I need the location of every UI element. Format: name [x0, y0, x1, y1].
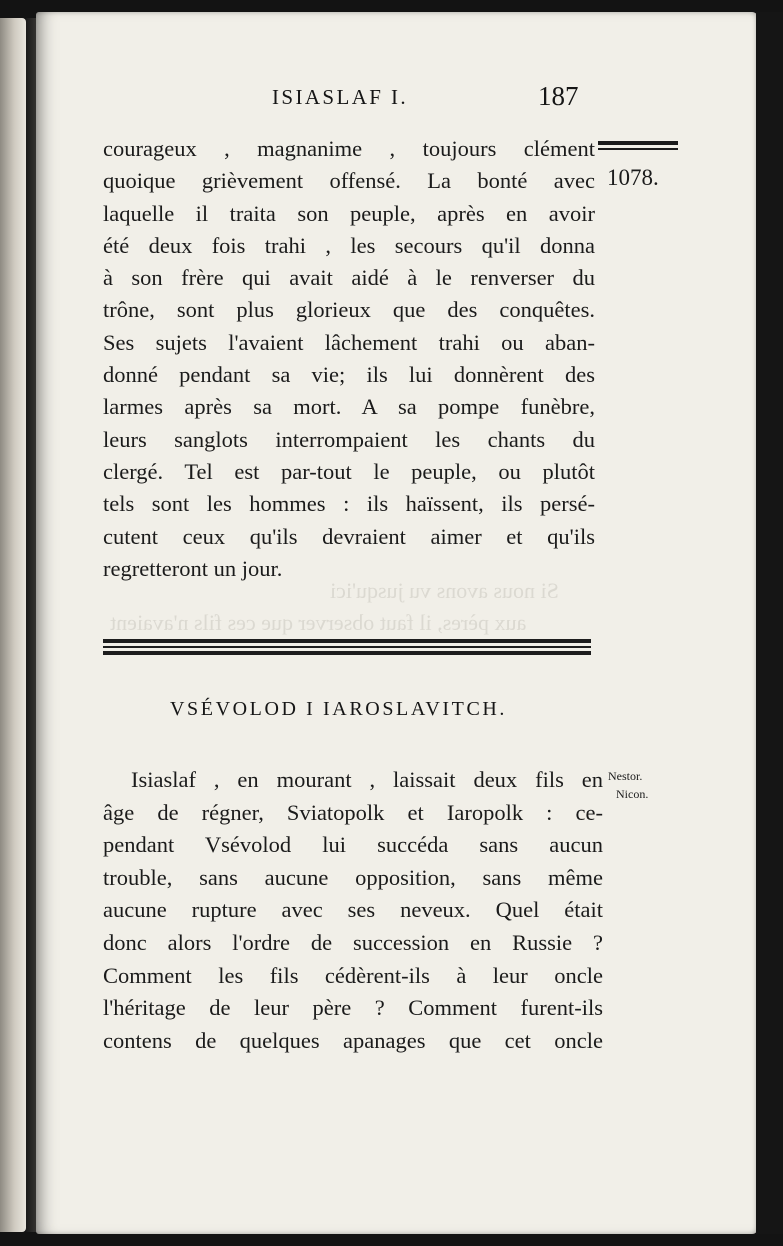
text-line: l'héritage de leur père ? Comment furent-ils: [103, 995, 603, 1021]
text-line: larmes après sa mort. A sa pompe funèbre,: [103, 394, 595, 420]
text-line: pendant Vsévolod lui succéda sans aucun: [103, 832, 603, 858]
text-line: courageux , magnanime , toujours clément: [103, 136, 595, 161]
section-paragraph: [103, 764, 603, 1057]
text-line: leurs sanglots interrompaient les chants du: [103, 426, 595, 452]
show-through-text: aux pères, il faut observer que ces fils n'avaient: [110, 610, 527, 635]
text-line: donc alors l'ordre de succession en Russie ?: [103, 929, 603, 955]
margin-source-note: Nicon.: [616, 787, 649, 801]
running-head: ISIASLAF I.: [272, 85, 409, 109]
text-line: Isiaslaf , en mourant , laissait deux fils en: [131, 767, 603, 792]
margin-rule: [598, 141, 678, 153]
text-line: cutent ceux qu'ils devraient aimer et qu'ils: [103, 523, 595, 549]
text-line: à son frère qui avait aidé à le renverser du: [103, 265, 595, 291]
text-line: quoique grièvement offensé. La bonté avec: [103, 168, 595, 194]
text-line: Comment les fils cédèrent-ils à leur oncle: [103, 962, 603, 988]
text-line: laquelle il traita son peuple, après en avoir: [103, 200, 595, 226]
section-divider-rule: [103, 639, 591, 656]
text-line: âge de régner, Sviatopolk et Iaropolk : ce-: [103, 799, 603, 825]
text-line: clergé. Tel est par-tout le peuple, ou plutôt: [103, 458, 595, 484]
text-line: trouble, sans aucune opposition, sans même: [103, 864, 603, 890]
margin-year: 1078.: [607, 165, 659, 190]
text-line: tels sont les hommes : ils haïssent, ils persé-: [103, 491, 595, 517]
section-title: VSÉVOLOD I IAROSLAVITCH.: [170, 698, 508, 720]
margin-source-note: Nestor.: [608, 769, 643, 783]
text-line: contens de quelques apanages que cet oncle: [103, 1027, 603, 1053]
text-line: trône, sont plus glorieux que des conquêtes.: [103, 297, 595, 323]
page-header: [0, 83, 783, 119]
page-number: 187: [538, 81, 579, 111]
text-line: été deux fois trahi , les secours qu'il donna: [103, 232, 595, 258]
text-line: donné pendant sa vie; ils lui donnèrent des: [103, 362, 595, 388]
show-through-text: Si nous avons vu jusqu'ici: [330, 578, 559, 603]
text-line: Ses sujets l'avaient lâchement trahi ou aban-: [103, 329, 595, 355]
body-paragraph: [103, 133, 595, 585]
right-background: [756, 12, 783, 1234]
text-line: regretteront un jour.: [103, 555, 283, 581]
left-page-edge: [0, 18, 26, 1232]
text-line: aucune rupture avec ses neveux. Quel était: [103, 897, 603, 923]
